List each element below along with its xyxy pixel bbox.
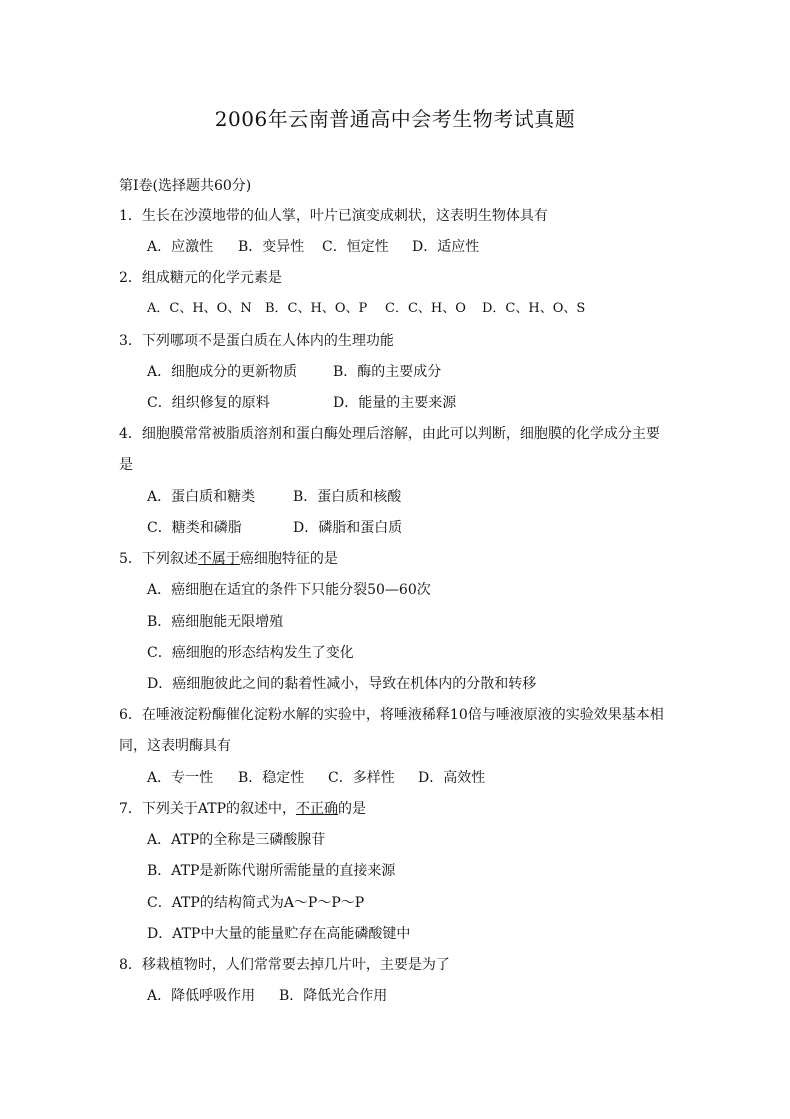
- question-4-stem-cont: 是: [119, 457, 133, 473]
- question-4-options-cd: [147, 518, 402, 538]
- question-3-stem: 3．下列哪项不是蛋白质在人体内的生理功能: [119, 333, 394, 349]
- q2-option-b: B．C、H、O、P: [265, 301, 368, 316]
- q6-option-c: C．多样性: [328, 770, 395, 786]
- question-6-stem-cont: 同，这表明酶具有: [119, 738, 231, 754]
- q4-option-b: B．蛋白质和核酸: [293, 489, 402, 505]
- question-2-stem: 2．组成糖元的化学元素是: [119, 270, 282, 286]
- q8-option-a: A．降低呼吸作用: [147, 988, 256, 1004]
- q5-stem-pre: 5．下列叙述: [119, 551, 198, 567]
- question-4-options-ab: [147, 487, 401, 507]
- q5-option-c: C．癌细胞的形态结构发生了变化: [147, 645, 354, 661]
- q5-stem-underlined: 不属于: [197, 551, 240, 567]
- question-2-options: [147, 299, 585, 319]
- q2-option-a: A．C、H、O、N: [147, 301, 252, 316]
- q7-stem-pre: 7．下列关于ATP的叙述中，: [119, 801, 297, 817]
- q4-option-a: A．蛋白质和糖类: [147, 489, 256, 505]
- q2-option-d: D．C、H、O、S: [482, 301, 586, 316]
- question-5-stem: [119, 549, 338, 569]
- question-1-options: [147, 237, 479, 257]
- q5-option-b: B．癌细胞能无限增殖: [147, 614, 284, 630]
- q7-stem-underlined: 不正确: [296, 801, 339, 817]
- question-6-options: [147, 768, 485, 788]
- q7-stem-post: 的是: [338, 801, 367, 817]
- question-7-stem: [119, 799, 366, 819]
- question-1-stem: 1．生长在沙漠地带的仙人掌，叶片已演变成刺状，这表明生物体具有: [119, 208, 548, 224]
- q6-option-d: D．高效性: [418, 770, 486, 786]
- question-6-stem: 6．在唾液淀粉酶催化淀粉水解的实验中，将唾液稀释10倍与唾液原液的实验效果基本相: [119, 707, 664, 723]
- q3-option-d: D．能量的主要来源: [333, 395, 457, 411]
- question-3-options-cd: [147, 393, 456, 413]
- q4-option-d: D．磷脂和蛋白质: [293, 520, 403, 536]
- question-3-options-ab: [147, 362, 441, 382]
- q6-option-b: B．稳定性: [238, 770, 305, 786]
- q1-option-a: A．应激性: [147, 239, 214, 255]
- q3-option-a: A．细胞成分的更新物质: [147, 364, 298, 380]
- q1-option-d: D．适应性: [412, 239, 480, 255]
- q5-option-d: D．癌细胞彼此之间的黏着性减小，导致在机体内的分散和转移: [147, 676, 537, 692]
- q7-option-c: C．ATP的结构简式为A～P～P～P: [147, 895, 365, 911]
- q1-option-c: C．恒定性: [322, 239, 389, 255]
- question-8-options: [147, 986, 387, 1006]
- q3-option-c: C．组织修复的原料: [147, 395, 270, 411]
- q4-option-c: C．糖类和磷脂: [147, 520, 242, 536]
- q1-option-b: B．变异性: [238, 239, 305, 255]
- q8-option-b: B．降低光合作用: [279, 988, 388, 1004]
- question-8-stem: 8．移栽植物时，人们常常要去掉几片叶，主要是为了: [119, 957, 450, 973]
- q6-option-a: A．专一性: [147, 770, 214, 786]
- section-heading: 第Ⅰ卷(选择题共60分): [119, 178, 252, 194]
- q5-stem-post: 癌细胞特征的是: [239, 551, 338, 567]
- page-title: 2006年云南普通高中会考生物考试真题: [214, 107, 576, 131]
- q2-option-c: C．C、H、O: [385, 301, 466, 316]
- q7-option-a: A．ATP的全称是三磷酸腺苷: [147, 832, 326, 848]
- q7-option-b: B．ATP是新陈代谢所需能量的直接来源: [147, 863, 396, 879]
- question-4-stem: 4．细胞膜常常被脂质溶剂和蛋白酶处理后溶解，由此可以判断，细胞膜的化学成分主要: [119, 426, 660, 442]
- q3-option-b: B．酶的主要成分: [333, 364, 442, 380]
- q7-option-d: D．ATP中大量的能量贮存在高能磷酸键中: [147, 926, 411, 942]
- q5-option-a: A．癌细胞在适宜的条件下只能分裂50—60次: [147, 582, 431, 598]
